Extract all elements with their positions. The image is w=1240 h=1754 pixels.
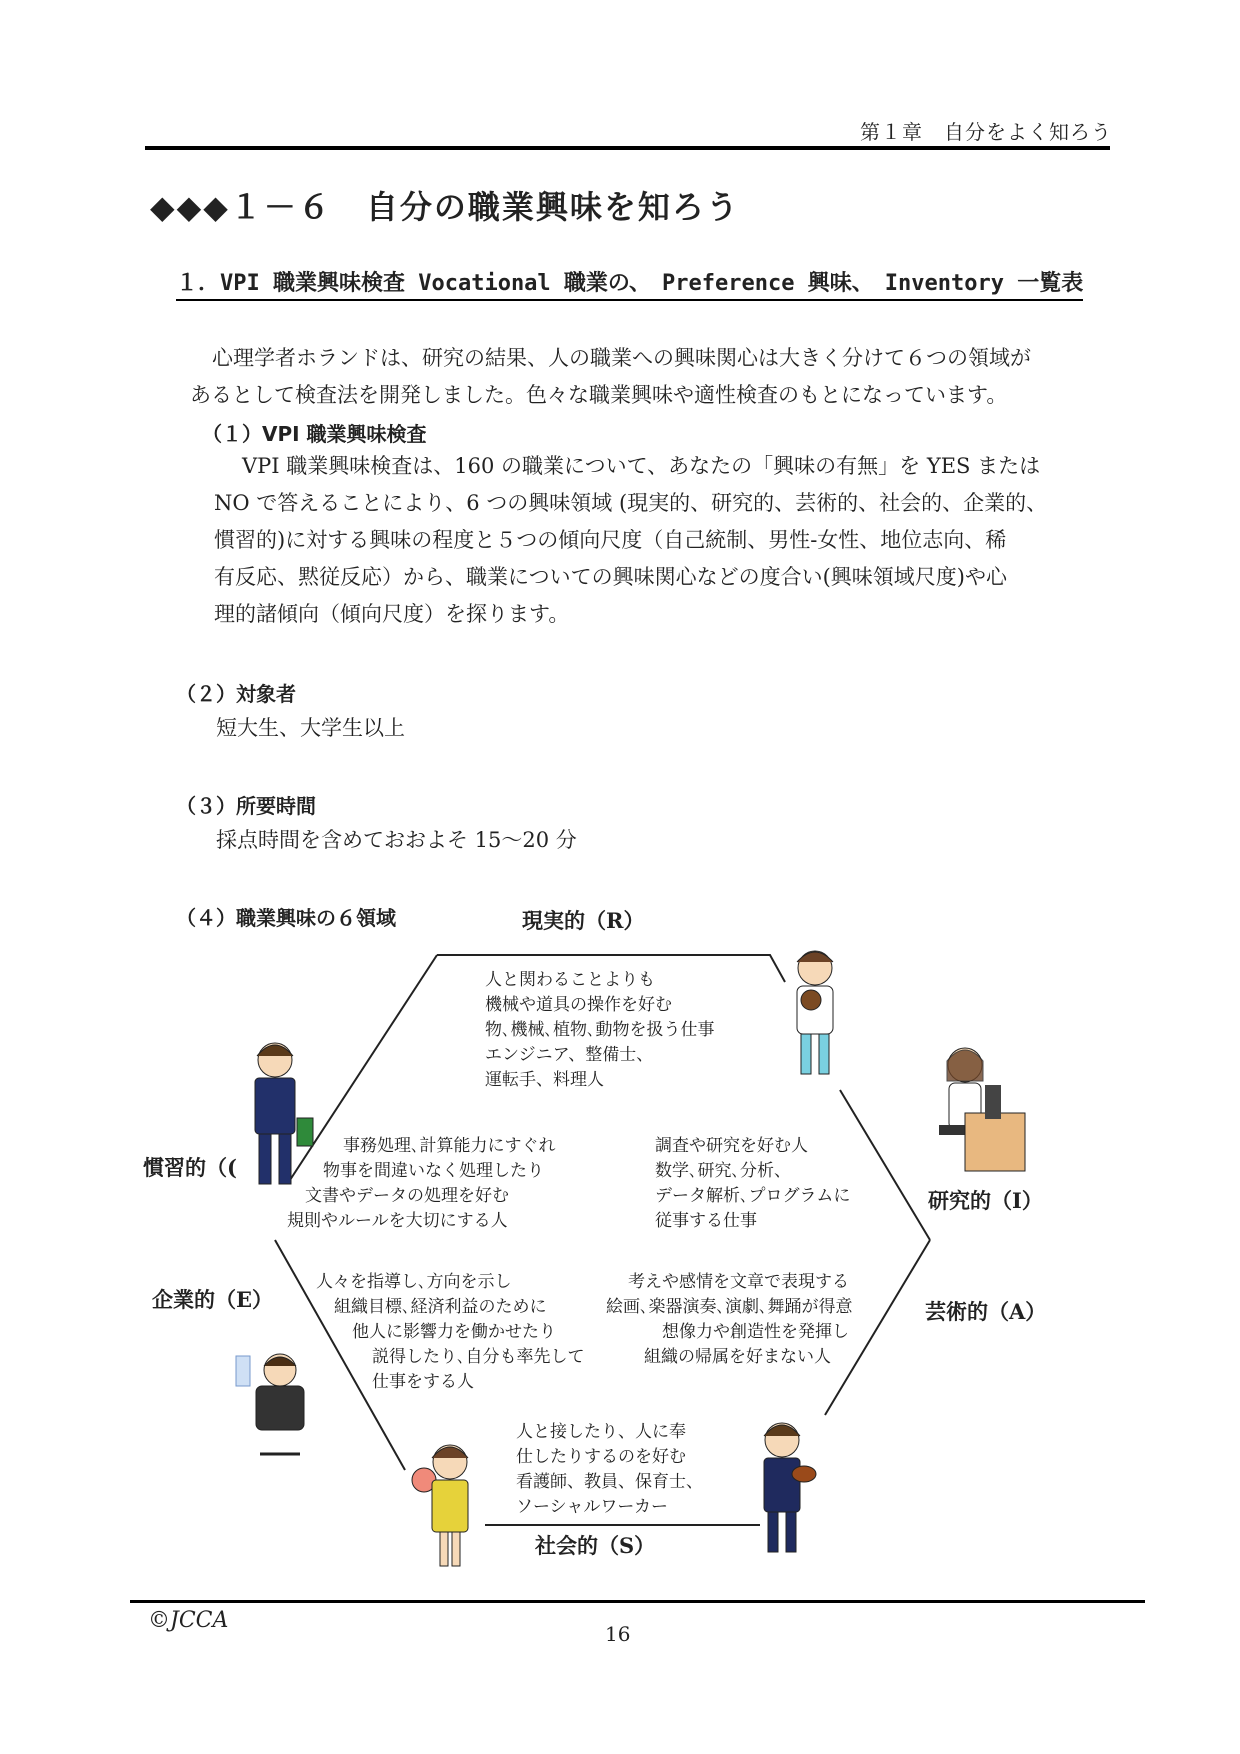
text-line: 他人に影響力を働かせたり [352,1322,556,1342]
caregiver-icon [412,1445,468,1566]
text-line: 仕事をする人 [372,1372,474,1392]
executive-icon [236,1354,304,1454]
text-line: ソーシャルワーカー [516,1497,668,1517]
label-artistic: 芸術的（A） [925,1299,1047,1324]
text-line: 規則やルールを大切にする人 [287,1211,508,1231]
s2-text: 短大生、大学生以上 [216,716,405,740]
intro-line: あるとして検査法を開発しました。色々な職業興味や適性検査のもとになっています。 [190,383,1008,407]
s2-heading: （２）対象者 [176,682,296,706]
hexagon-edge [840,1090,930,1240]
text-line: 人と関わることよりも [485,970,655,990]
s1-line: NO で答えることにより、6 つの興味領域 (現実的、研究的、芸術的、社会的、企業的、 [214,491,1048,515]
page-number: 16 [605,1622,631,1646]
text-line: データ解析､プログラムに [655,1186,851,1206]
text-line: 絵画､楽器演奏､演劇､舞踊が得意 [606,1297,853,1317]
text-line: 組織の帰属を好まない人 [644,1347,831,1367]
text-line: エンジニア、整備士、 [485,1045,654,1065]
text-line: 従事する仕事 [655,1211,757,1231]
text-line: 事務処理､計算能力にすぐれ [343,1136,556,1156]
s3-heading: （３）所要時間 [176,794,316,818]
investigative-text [655,1134,850,1234]
violinist-icon [764,1423,816,1552]
social-text [516,1420,703,1520]
intro-line: 心理学者ホランドは、研究の結果、人の職業への興味関心は大きく分けて６つの領域が [212,346,1031,370]
text-line: 機械や道具の操作を好む [485,995,672,1015]
section-heading: １．VPI 職業興味検査 Vocational 職業の、 Preference 興味、 Inventory 一覧表 [176,266,1083,301]
s1-line: 慣習的)に対する興味の程度と５つの傾向尺度（自己統制、男性-女性、地位志向、稀 [214,528,1007,552]
text-line: 文書やデータの処理を好む [305,1186,509,1206]
text-line: 物事を間違いなく処理したり [323,1161,544,1181]
s3-text: 採点時間を含めておおよそ 15～20 分 [216,828,577,852]
page-title: ◆◆◆１－６ 自分の職業興味を知ろう [150,188,740,226]
text-line: 組織目標､経済利益のために [334,1297,547,1317]
scientist-icon [939,1048,1025,1171]
s4-heading: （４）職業興味の６領域 [176,906,396,930]
label-investigative: 研究的（I） [928,1188,1043,1213]
text-line: 運転手、料理人 [485,1070,604,1090]
person-icon [797,951,833,1074]
text-line: 考えや感情を文章で表現する [628,1272,849,1292]
copyright: ©JCCA [148,1608,229,1633]
label-enterprising: 企業的（E） [152,1287,274,1312]
text-line: 想像力や創造性を発揮し [662,1322,849,1342]
artistic-text [606,1270,853,1370]
text-line: 人々を指導し､方向を示し [316,1272,512,1292]
s1-line: 有反応、黙従反応）から、職業についての興味関心などの度合い(興味領域尺度)や心 [214,565,1007,589]
text-line: 物､機械､植物､動物を扱う仕事 [485,1020,715,1040]
text-line: 人と接したり、人に奉 [516,1422,686,1442]
s1-line: 理的諸傾向（傾向尺度）を探ります。 [214,602,570,626]
text-line: 仕したりするのを好む [516,1447,686,1467]
text-line: 看護師、教員、保育士、 [516,1472,703,1492]
footer-rule [130,1600,1145,1603]
text-line: 調査や研究を好む人 [655,1136,808,1156]
text-line: 数学､研究､分析、 [655,1161,791,1181]
label-realistic: 現実的（R） [522,908,645,933]
conventional-text [287,1134,556,1234]
realistic-text [485,968,715,1093]
enterprising-text [316,1270,585,1395]
label-social: 社会的（S） [535,1533,656,1558]
label-conventional: 慣習的（( [143,1155,237,1180]
s1-line: VPI 職業興味検査は、160 の職業について、あなたの「興味の有無」を YES または [242,454,1041,478]
text-line: 説得したり､自分も率先して [372,1347,585,1367]
s1-heading: （１）VPI 職業興味検査 [202,422,427,446]
chapter-header: 第１章 自分をよく知ろう [860,120,1112,144]
